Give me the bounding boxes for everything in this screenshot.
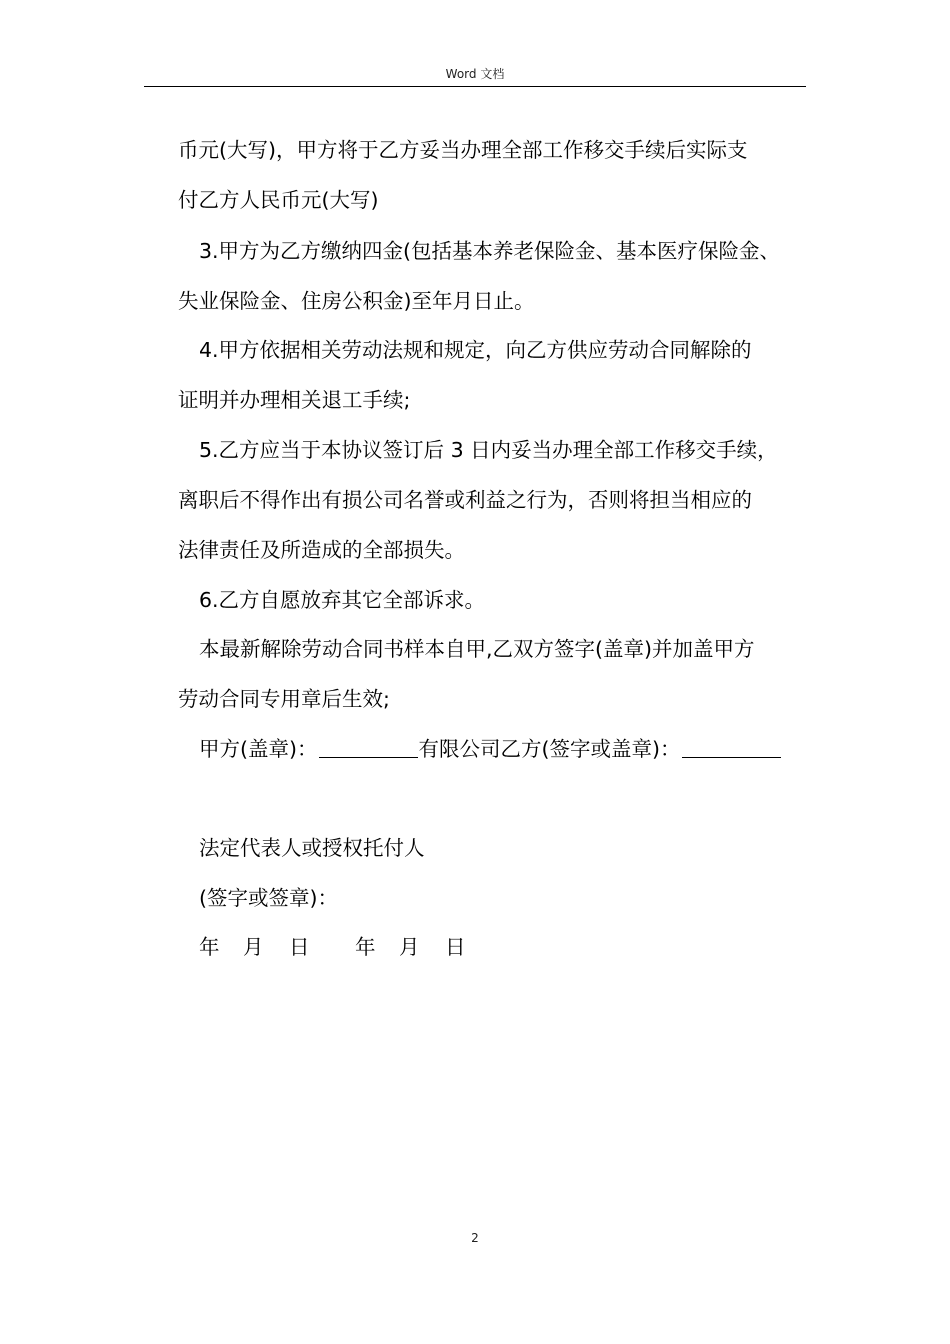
header-rule [144, 86, 806, 87]
body-line-12: 劳动合同专用章后生效; [178, 687, 390, 711]
party-b-label: 有限公司乙方(签字或盖章)： [418, 737, 681, 761]
party-b-blank [682, 737, 781, 758]
body-line-5: 4.甲方依据相关劳动法规和规定，向乙方供应劳动合同解除的 [199, 338, 752, 362]
representative-line: 法定代表人或授权托付人 [199, 836, 425, 860]
body-line-4: 失业保险金、住房公积金)至年月日止。 [178, 289, 535, 313]
party-a-label: 甲方(盖章)： [199, 737, 318, 761]
body-line-2: 付乙方人民币元(大写) [178, 188, 379, 212]
body-line-9: 法律责任及所造成的全部损失。 [178, 538, 465, 562]
body-line-3: 3.甲方为乙方缴纳四金(包括基本养老保险金、基本医疗保险金、 [199, 239, 781, 263]
body-line-6: 证明并办理相关退工手续; [178, 388, 411, 412]
date-day-a: 日 [289, 935, 310, 959]
date-year-b: 年 [355, 935, 376, 959]
signature-line [199, 735, 782, 763]
sign-label-line: (签字或签章)： [199, 886, 338, 910]
date-year-a: 年 [199, 935, 220, 959]
date-month-a: 月 [243, 935, 264, 959]
body-line-10: 6.乙方自愿放弃其它全部诉求。 [199, 588, 486, 612]
body-line-7: 5.乙方应当于本协议签订后 3 日内妥当办理全部工作移交手续， [199, 438, 778, 462]
party-a-blank [319, 737, 418, 758]
date-day-b: 日 [445, 935, 466, 959]
date-month-b: 月 [399, 935, 420, 959]
date-row [199, 933, 466, 961]
body-line-1: 币元(大写)，甲方将于乙方妥当办理全部工作移交手续后实际支 [178, 138, 748, 162]
page-header: Word 文档 [445, 67, 505, 81]
page-number: 2 [471, 1231, 479, 1245]
body-line-8: 离职后不得作出有损公司名誉或利益之行为，否则将担当相应的 [178, 488, 752, 512]
body-line-11: 本最新解除劳动合同书样本自甲,乙双方签字(盖章)并加盖甲方 [199, 637, 755, 661]
